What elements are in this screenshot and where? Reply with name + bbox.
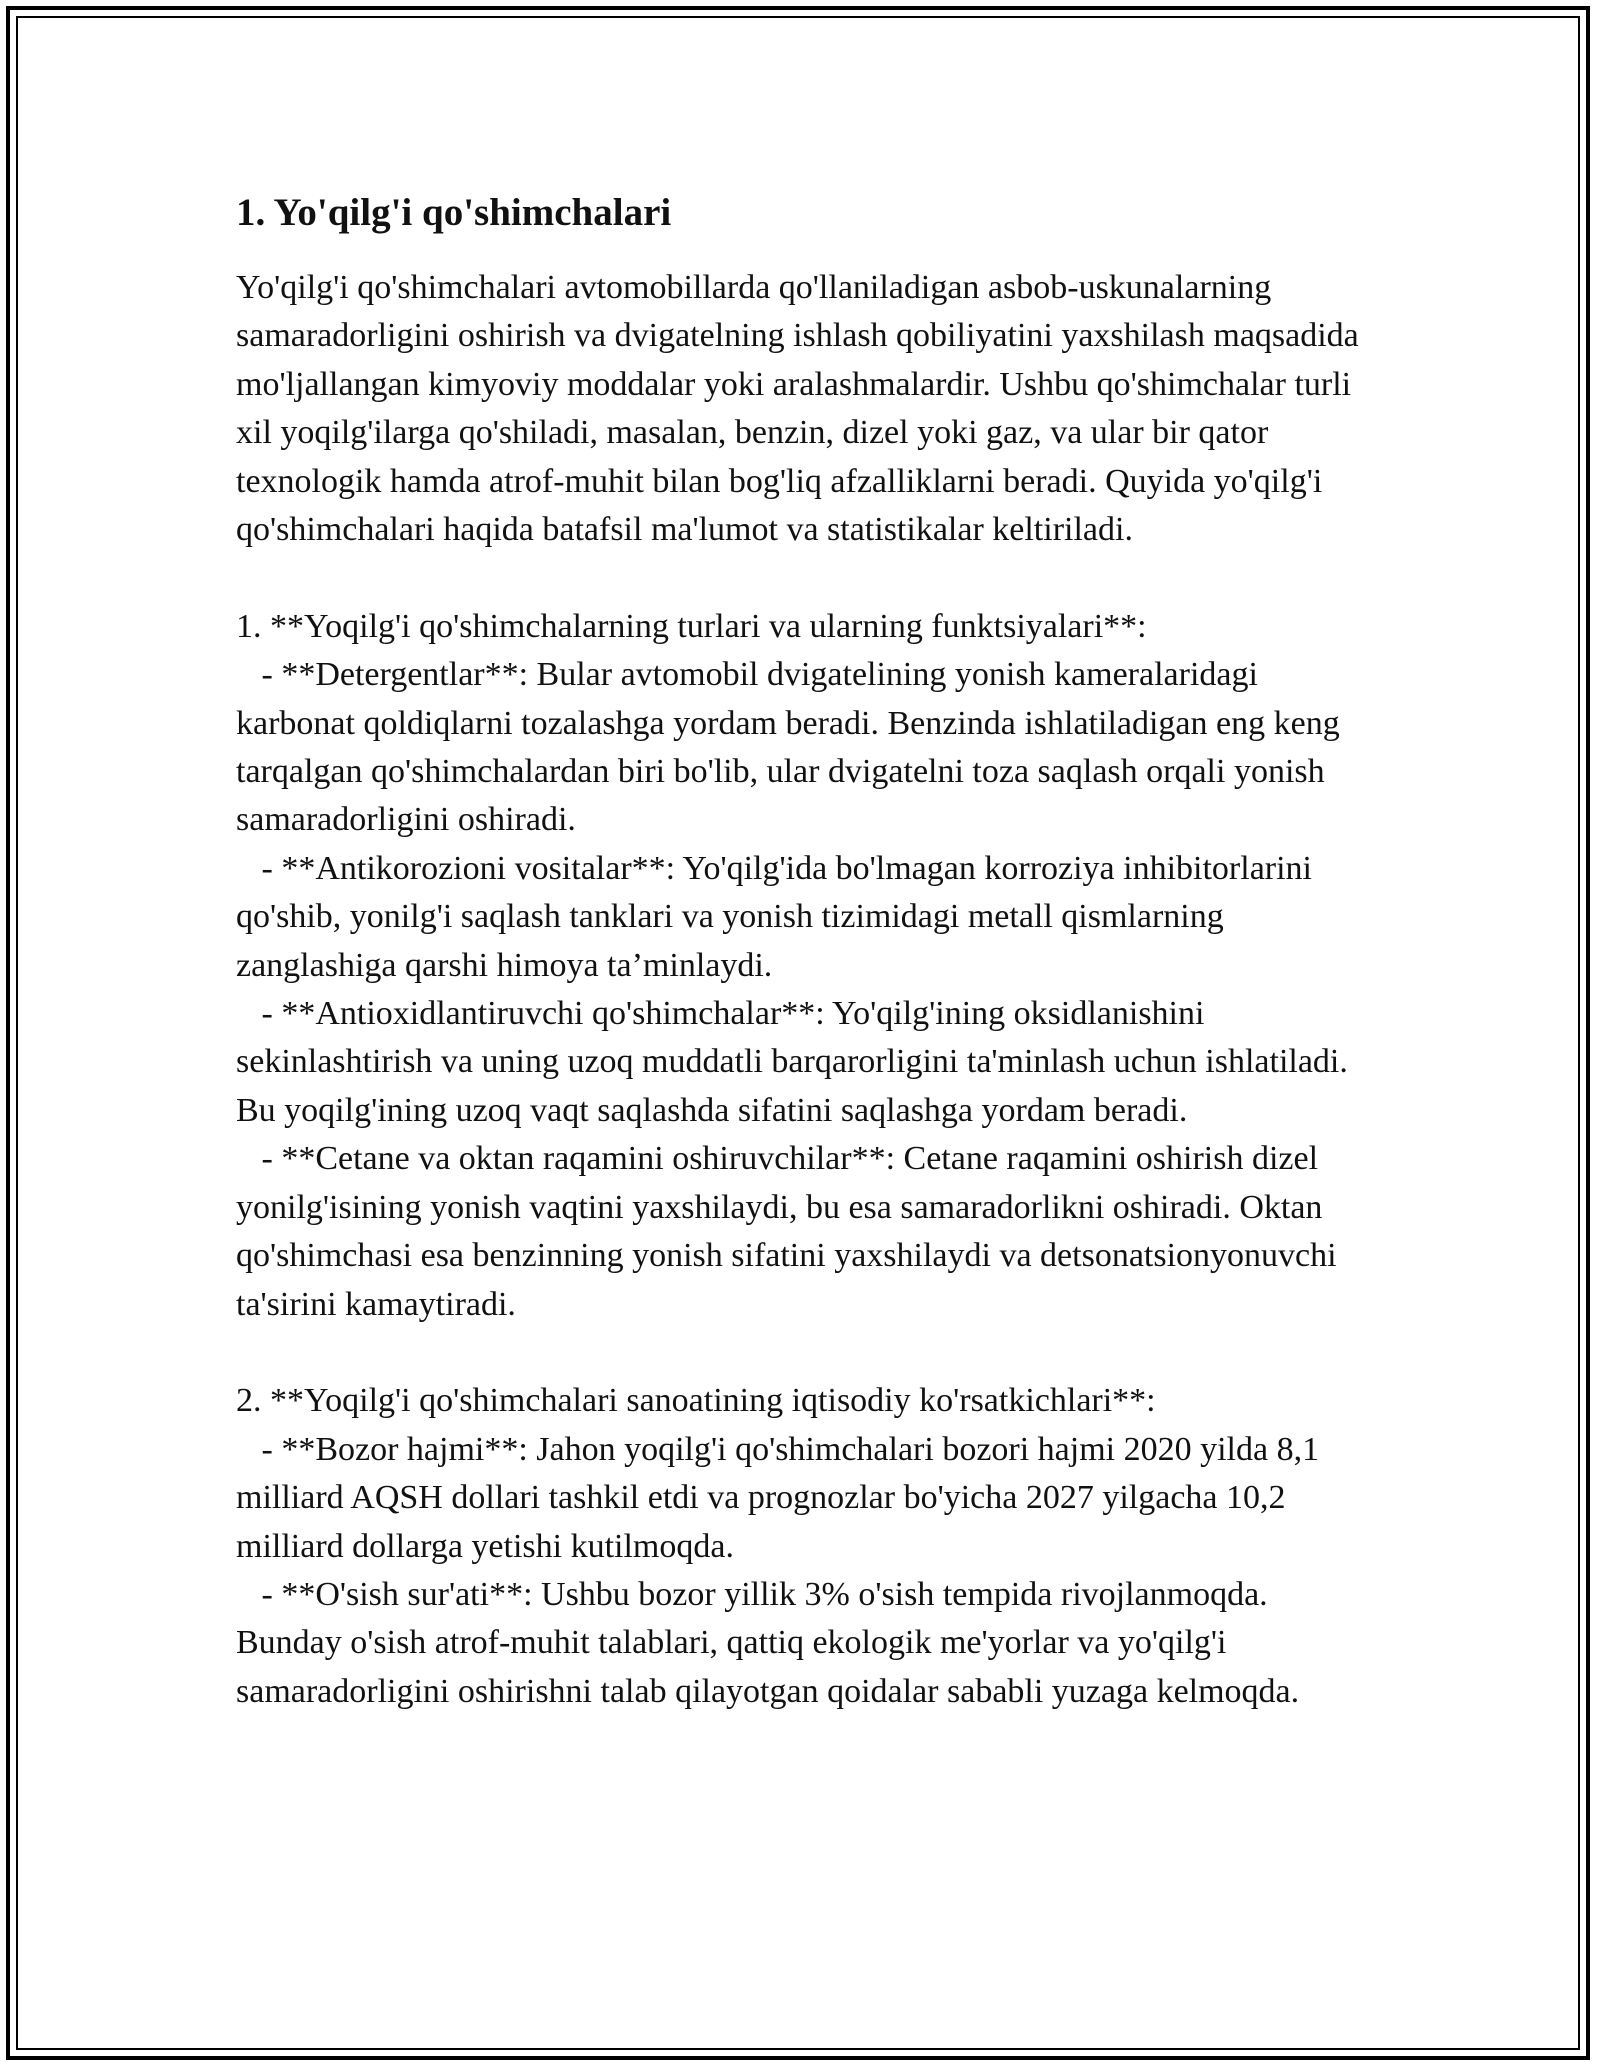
section-heading: 2. **Yoqilg'i qo'shimchalari sanoatining iqtisodiy ko'rsatkichlari**: (236, 1382, 1156, 1420)
list-item-cetane-octane: - **Cetane va oktan raqamini oshiruvchilar**: Cetane raqamini oshirish dizel yonilg'isining yonish vaqtini yaxshilaydi, bu esa samaradorlikni oshiradi. Oktan qo'shimchasi esa benzinning yonish sifatini yaxshilaydi va detsonatsionyonuvchi ta'sirini kamaytiradi. (236, 1140, 1346, 1323)
list-item-anticorrosion: - **Antikorozioni vositalar**: Yo'qilg'ida bo'lmagan korroziya inhibitorlarini qo'shib, yonilg'i saqlash tanklari va yonish tizimidagi metall qismlarning zanglashiga qarshi himoya ta’minlaydi. (236, 849, 1321, 984)
section-heading: 1. **Yoqilg'i qo'shimchalarning turlari va ularning funktsiyalari**: (236, 607, 1147, 645)
intro-paragraph: Yo'qilg'i qo'shimchalari avtomobillarda qo'llaniladigan asbob-uskunalarning samaradorligini oshirish va dvigatelning ishlash qobiliyatini yaxshilash maqsadida mo'ljallangan kimyoviy moddalar yoki aralashmalardir. Ushbu qo'shimchalar turli xil yoqilg'ilarga qo'shiladi, masalan, benzin, dizel yoki gaz, va ular bir qator texnologik hamda atrof-muhit bilan bog'liq afzalliklarni beradi. Quyida yo'qilg'i qo'shimchalari haqida batafsil ma'lumot va statistikalar keltiriladi. (236, 269, 1368, 549)
paragraph-spacer (236, 554, 1376, 602)
list-item-detergents: - **Detergentlar**: Bular avtomobil dvigatelining yonish kameralaridagi karbonat qoldiqlarni tozalashga yordam beradi. Benzinda ishlatiladigan eng keng tarqalgan qo'shimchalardan biri bo'lib, ular dvigatelni toza saqlash orqali yonish samaradorligini oshiradi. (236, 656, 1349, 839)
document-title: 1. Yo'qilg'i qo'shimchalari (236, 191, 672, 234)
list-item-antioxidants: - **Antioxidlantiruvchi qo'shimchalar**: Yo'qilg'ining oksidlanishini sekinlashtirish va uning uzoq muddatli barqarorligini ta'minlash uchun ishlatiladi. Bu yoqilg'ining uzoq vaqt saqlashda sifatini saqlashga yordam beradi. (236, 995, 1357, 1129)
document-body (236, 186, 1376, 1716)
list-item-growth-rate: - **O'sish sur'ati**: Ushbu bozor yillik 3% o'sish tempida rivojlanmoqda. Bunday o'sish atrof-muhit talablari, qattiq ekologik me'yorlar va yo'qilg'i samaradorligini oshirishni talab qilayotgan qoidalar sababli yuzaga kelmoqda. (236, 1575, 1300, 1710)
list-item-market-size: - **Bozor hajmi**: Jahon yoqilg'i qo'shimchalari bozori hajmi 2020 yilda 8,1 milliard AQSH dollari tashkil etdi va prognozlar bo'yicha 2027 yilgacha 10,2 milliard dollarga yetishi kutilmoqda. (236, 1430, 1328, 1565)
section-fuel-additive-types (236, 603, 1376, 1329)
section-economic-indicators (236, 1377, 1376, 1716)
paragraph-spacer (236, 1329, 1376, 1377)
